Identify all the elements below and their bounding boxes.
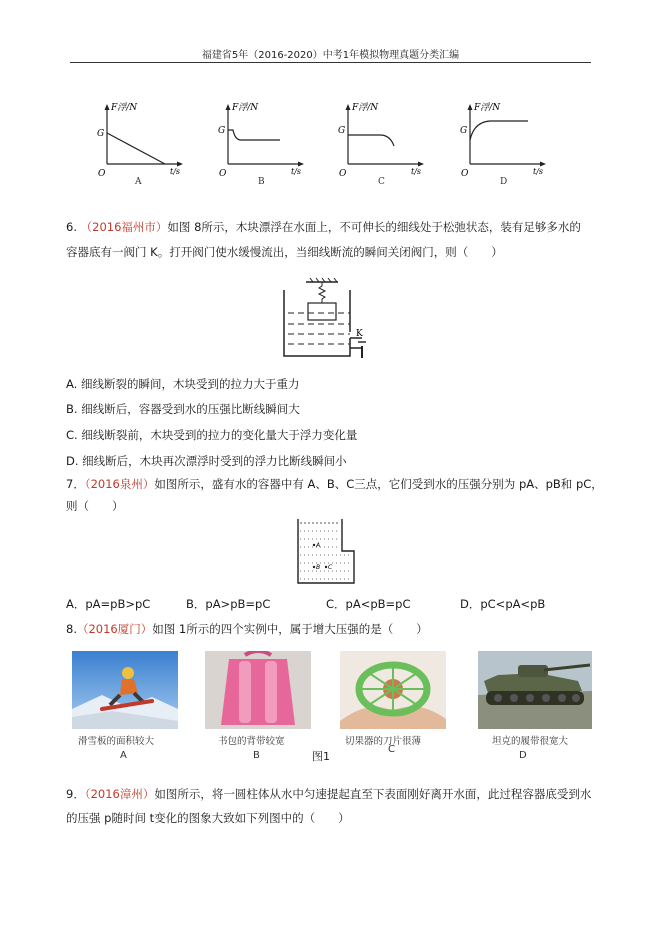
graph-c-letter: C	[378, 177, 385, 186]
graph-d-t-label: t/s	[533, 167, 544, 176]
graph-b	[216, 96, 316, 190]
graph-d-g-label: G	[460, 126, 468, 136]
graph-d-origin: O	[461, 169, 469, 179]
graph-c	[336, 96, 436, 190]
q7-source-tag: （2016泉州）	[84, 477, 155, 491]
photo-tank	[478, 651, 592, 729]
photo-c-caption: 切果器的刀片很薄	[345, 736, 422, 747]
q6-container-figure	[276, 276, 376, 368]
graph-b-g-label: G	[218, 126, 226, 136]
q7-option-d: D．pC<pA<pB	[460, 597, 546, 611]
graph-b-y-label: F浮/N	[232, 103, 259, 113]
q7-option-c: C．pA<pB=pC	[326, 597, 411, 611]
photo-snowboard	[72, 651, 178, 729]
graph-c-origin: O	[339, 169, 347, 179]
graph-d-letter: D	[500, 177, 508, 186]
graph-d-y-label: F浮/N	[474, 103, 501, 113]
q7-text-line2: 则（ ）	[66, 499, 124, 513]
photo-d-caption: 坦克的履带很宽大	[492, 736, 569, 747]
graph-a-origin: O	[98, 169, 106, 179]
q8-number: 8.	[66, 622, 77, 636]
q6-source-tag: （2016福州市）	[80, 220, 168, 234]
q6-line1	[66, 219, 581, 235]
q8-source-tag: （2016厦门）	[76, 622, 153, 636]
photo-fruit-cutter	[340, 651, 446, 729]
q7-option-a: A．pA=pB>pC	[66, 597, 151, 611]
photo-backpack	[205, 651, 311, 729]
q7-point-a: A	[316, 542, 321, 549]
q6-text-line2: 容器底有一阀门 K。打开阀门使水缓慢流出，当细线断流的瞬间关闭阀门，则（ ）	[66, 245, 503, 259]
photo-a-letter: A	[120, 750, 127, 761]
graph-c-y-label: F浮/N	[352, 103, 379, 113]
q7-option-b: B．pA>pB=pC	[186, 597, 271, 611]
graph-d	[458, 96, 558, 190]
q6-option-c: C. 细线断裂前，木块受到的拉力的变化量大于浮力变化量	[66, 428, 358, 442]
graph-c-t-label: t/s	[411, 167, 422, 176]
q6-number: 6.	[66, 220, 77, 234]
q7-number: 7．	[66, 477, 85, 491]
q7-container-figure	[296, 517, 360, 591]
photo-b-caption: 书包的背带较宽	[218, 736, 285, 747]
page-header: 福建省5年（2016-2020）中考1年模拟物理真题分类汇编	[201, 50, 460, 61]
q7-line1	[66, 476, 603, 492]
q6-text-line1: 如图 8所示，木块漂浮在水面上，不可伸长的细线处于松弛状态，装有足够多水的	[167, 220, 581, 234]
q9-number: 9．	[66, 787, 85, 801]
graph-b-origin: O	[219, 169, 227, 179]
q7-text-line1: 如图所示，盛有水的容器中有 A、B、C三点，它们受到水的压强分别为 pA、pB和 pC，	[154, 477, 603, 491]
photo-c-letter: C	[388, 744, 395, 755]
header-divider	[70, 62, 591, 63]
photo-a-caption: 滑雪板的面积较大	[78, 736, 155, 747]
valve-k-label: K	[356, 329, 363, 339]
graph-a	[95, 96, 195, 190]
photo-b-letter: B	[253, 750, 260, 761]
q9-source-tag: （2016漳州）	[84, 787, 155, 801]
graph-b-t-label: t/s	[291, 167, 302, 176]
graph-a-letter: A	[135, 177, 142, 186]
q8-text: 如图 1所示的四个实例中，属于增大压强的是（ ）	[152, 622, 428, 636]
graph-a-t-label: t/s	[170, 167, 181, 176]
q9-line1	[66, 786, 591, 802]
q6-option-a: A. 细线断裂的瞬间，木块受到的拉力大于重力	[66, 377, 300, 391]
q6-option-d: D. 细线断后，木块再次漂浮时受到的浮力比断线瞬间小	[66, 454, 347, 468]
q7-point-c: C	[328, 564, 333, 571]
q8-figure-caption: 图1	[312, 750, 330, 763]
q9-text-line1: 如图所示，将一圆柱体从水中匀速提起直至下表面刚好离开水面，此过程容器底受到水	[154, 787, 592, 801]
graph-c-g-label: G	[338, 126, 346, 136]
graph-a-g-label: G	[97, 129, 105, 139]
photo-d-letter: D	[519, 750, 527, 761]
q7-point-b: B	[316, 564, 321, 571]
q9-text-line2: 的压强 p随时间 t变化的图象大致如下列图中的（ ）	[66, 811, 350, 825]
q6-option-b: B. 细线断后，容器受到水的压强比断线瞬间大	[66, 402, 300, 416]
graph-b-letter: B	[258, 177, 265, 186]
q8-line	[66, 621, 428, 637]
graph-a-y-label: F浮/N	[111, 103, 138, 113]
